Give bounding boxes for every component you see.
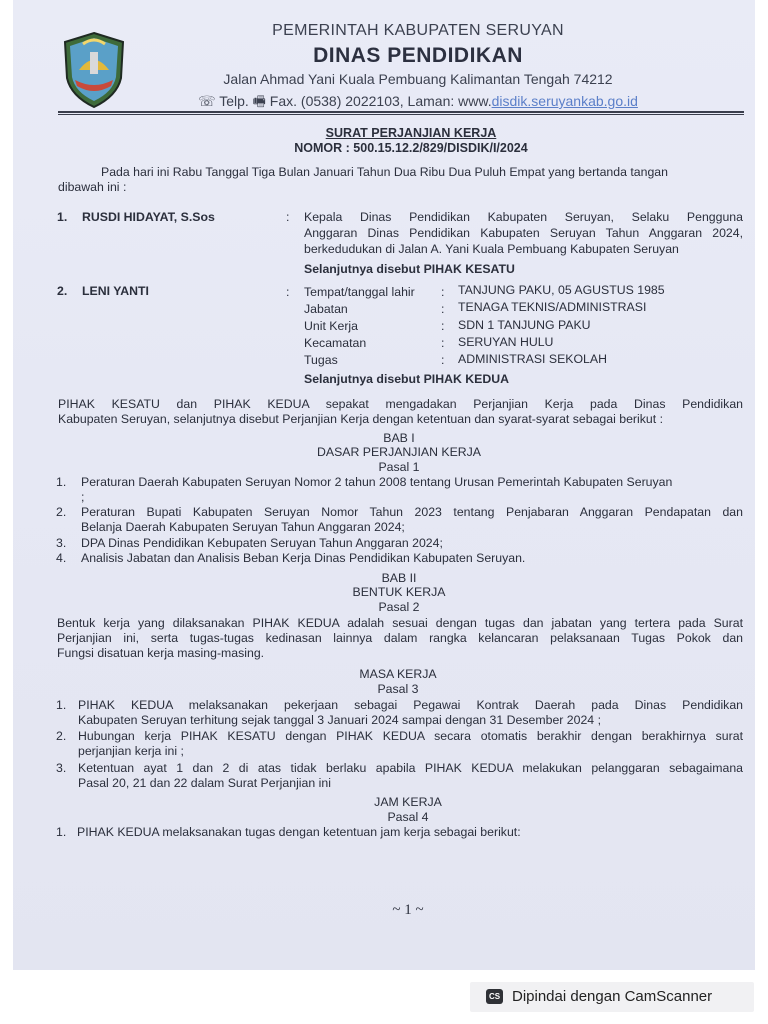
document-number: NOMOR : 500.15.12.2/829/DISDIK/I/2024 [294, 141, 528, 155]
bab1-item-1-number: 1. [56, 475, 67, 489]
party2-label-birth: Tempat/tanggal lahir [304, 285, 415, 299]
opening-line-1: Pada hari ini Rabu Tanggal Tiga Bulan Januari Tahun Dua Ribu Dua Puluh Empat yang bertanda tangan [101, 165, 668, 179]
camscanner-label: Dipindai dengan CamScanner [512, 988, 713, 1005]
masa-kerja-item-3-line-1: Ketentuan ayat 1 dan 2 di atas tidak berlaku apabila PIHAK KEDUA melakukan pelanggaran sebagaimana [78, 761, 743, 775]
bab1-item-4-line-1: Analisis Jabatan dan Analisis Beban Kerja Dinas Pendidikan Kabupaten Seruyan. [81, 551, 526, 565]
masa-kerja-title: MASA KERJA [359, 667, 437, 681]
party1-desc-line-1: Kepala Dinas Pendidikan Kabupaten Seruyan, Selaku Pengguna [304, 210, 743, 224]
party1-designation: Selanjutnya disebut PIHAK KESATU [304, 262, 515, 276]
document-page [13, 0, 755, 970]
party2-colon-position: : [441, 302, 445, 316]
party2-label-position: Jabatan [304, 302, 348, 316]
masa-kerja-item-2-number: 2. [56, 729, 67, 743]
bab2-line-2: Perjanjian ini, serta tugas-tugas kedinasan lainnya dalam rangka kelancaran pelaksanaan Tugas Pokok dan [57, 631, 743, 645]
bab1-item-2-line-1: Peraturan Bupati Kabupaten Seruyan Nomor Tahun 2023 tentang Penjabaran Anggaran Pendapatan dan [81, 505, 743, 519]
masa-kerja-item-2-line-2: perjanjian kerja ini ; [78, 744, 184, 758]
masa-kerja-item-1-line-2: Kabupaten Seruyan terhitung sejak tanggal 3 Januari 2024 sampai dengan 31 Desember 2024 ; [78, 713, 601, 727]
party2-colon-task: : [441, 353, 445, 367]
department-name: DINAS PENDIDIKAN [313, 44, 523, 67]
page-number: ~ 1 ~ [392, 902, 424, 918]
office-address: Jalan Ahmad Yani Kuala Pembuang Kalimantan Tengah 74212 [223, 71, 613, 87]
masa-kerja-pasal: Pasal 3 [377, 682, 419, 696]
party1-desc-line-2: Anggaran Dinas Pendidikan Kabupaten Seruyan Tahun Anggaran 2024, [304, 226, 743, 240]
jam-kerja-item-1-line-1: PIHAK KEDUA melaksanakan tugas dengan ketentuan jam kerja sebagai berikut: [77, 825, 521, 839]
letterhead-divider-thin [58, 114, 744, 115]
party2-label-task: Tugas [304, 353, 338, 367]
masa-kerja-item-2-line-1: Hubungan kerja PIHAK KESATU dengan PIHAK KEDUA secara otomatis berakhir dengan berakhirnya surat [78, 729, 743, 743]
bab1-item-2-line-2: Belanja Daerah Kabupaten Seruyan Tahun Anggaran 2024; [81, 520, 405, 534]
party2-label-unit: Unit Kerja [304, 319, 358, 333]
bab1-item-1-line-1: Peraturan Daerah Kabupaten Seruyan Nomor 2 tahun 2008 tentang Urusan Pemerintah Kabupaten Seruyan [81, 475, 673, 489]
bab2-pasal: Pasal 2 [378, 600, 420, 614]
masa-kerja-item-1-line-1: PIHAK KEDUA melaksanakan pekerjaan sebagai Pegawai Kontrak Daerah pada Dinas Pendidikan [78, 698, 743, 712]
contact-phone-fax: ☏ Telp. 🖷 Fax. (0538) 2022103, Laman: www. [198, 93, 492, 109]
party2-value-unit: SDN 1 TANJUNG PAKU [458, 318, 591, 332]
agreement-line-1: PIHAK KESATU dan PIHAK KEDUA sepakat mengadakan Perjanjian Kerja pada Dinas Pendidikan [58, 397, 743, 411]
bab1-item-3-number: 3. [56, 536, 67, 550]
masa-kerja-item-1-number: 1. [56, 698, 67, 712]
government-name: PEMERINTAH KABUPATEN SERUYAN [272, 22, 564, 39]
bab2-heading: BAB II [381, 571, 417, 585]
letterhead-divider [58, 111, 744, 113]
party2-colon-district: : [441, 336, 445, 350]
masa-kerja-item-3-number: 3. [56, 761, 67, 775]
bab2-line-3: Fungsi disatuan kerja masing-masing. [57, 646, 265, 660]
masa-kerja-item-3-line-2: Pasal 20, 21 dan 22 dalam Surat Perjanjian ini [78, 776, 331, 790]
bab1-title: DASAR PERJANJIAN KERJA [317, 445, 481, 459]
party1-desc-line-3: berkedudukan di Jalan A. Yani Kuala Pembuang Kabupaten Seruyan [304, 242, 679, 256]
party2-colon-unit: : [441, 319, 445, 333]
party2-colon: : [286, 285, 290, 299]
bab2-line-1: Bentuk kerja yang dilaksanakan PIHAK KEDUA adalah sesuai dengan tugas dan jabatan yang tertera pada Surat [57, 616, 743, 630]
bab1-item-3-line-1: DPA Dinas Pendidikan Kebupaten Seruyan Tahun Anggaran 2024; [81, 536, 443, 550]
bab1-heading: BAB I [383, 431, 415, 445]
party2-value-birth: TANJUNG PAKU, 05 AGUSTUS 1985 [458, 283, 665, 297]
bab1-pasal: Pasal 1 [378, 460, 420, 474]
party1-name: RUSDI HIDAYAT, S.Sos [82, 210, 215, 224]
bab1-item-4-number: 4. [56, 551, 67, 565]
party2-value-position: TENAGA TEKNIS/ADMINISTRASI [458, 300, 647, 314]
party2-value-task: ADMINISTRASI SEKOLAH [458, 352, 607, 366]
party2-designation: Selanjutnya disebut PIHAK KEDUA [304, 372, 509, 386]
party1-number: 1. [57, 210, 68, 224]
agreement-line-2: Kabupaten Seruyan, selanjutnya disebut Perjanjian Kerja dengan ketentuan dan syarat-syarat sebagai berikut : [58, 412, 663, 426]
party2-colon-birth: : [441, 285, 445, 299]
camscanner-watermark [470, 982, 754, 1012]
jam-kerja-title: JAM KERJA [374, 795, 442, 809]
document-title: SURAT PERJANJIAN KERJA [325, 126, 497, 140]
party2-name: LENI YANTI [82, 284, 149, 298]
opening-line-2: dibawah ini : [58, 180, 127, 194]
party2-value-district: SERUYAN HULU [458, 335, 554, 349]
bab1-item-1-line-2: ; [81, 490, 85, 504]
party2-number: 2. [57, 284, 68, 298]
party2-label-district: Kecamatan [304, 336, 367, 350]
regency-emblem-icon [59, 30, 129, 110]
bab2-title: BENTUK KERJA [352, 585, 446, 599]
camscanner-logo-icon: CS [486, 989, 503, 1004]
website-link[interactable]: disdik.seruyankab.go.id [491, 93, 638, 109]
jam-kerja-pasal: Pasal 4 [387, 810, 429, 824]
jam-kerja-item-1-number: 1. [56, 825, 67, 839]
party1-colon: : [286, 210, 290, 224]
bab1-item-2-number: 2. [56, 505, 67, 519]
